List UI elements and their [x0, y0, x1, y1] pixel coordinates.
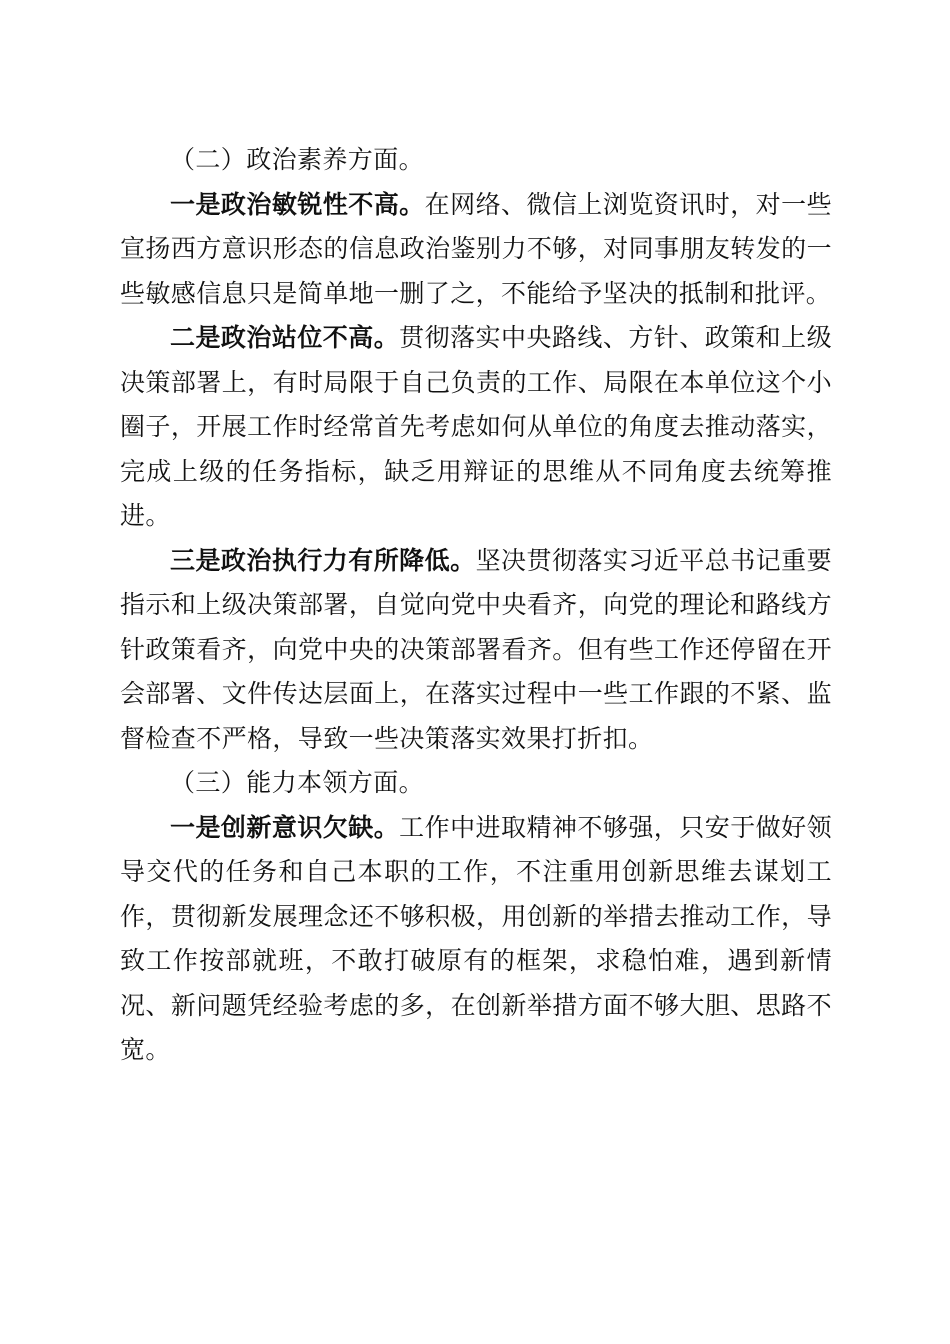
paragraph-lead: 一是政治敏锐性不高。 — [170, 189, 425, 219]
paragraph-political-sensitivity — [120, 183, 832, 317]
paragraph-political-stance — [120, 316, 832, 539]
paragraph-innovation-awareness — [120, 806, 832, 1073]
paragraph-lead: 三是政治执行力有所降低。 — [170, 545, 476, 575]
document-body — [120, 138, 832, 1073]
paragraph-body: 贯彻落实中央路线、方针、政策和上级决策部署上，有时局限于自己负责的工作、局限在本单位这个小圈子，开展工作时经常首先考虑如何从单位的角度去推动落实，完成上级的任务指标，缺乏用辩证的思维从不同角度去统筹推进。 — [120, 323, 832, 530]
paragraph-lead: 一是创新意识欠缺。 — [170, 812, 400, 842]
paragraph-political-execution — [120, 539, 832, 762]
paragraph-body: 坚决贯彻落实习近平总书记重要指示和上级决策部署，自觉向党中央看齐，向党的理论和路线方针政策看齐，向党中央的决策部署看齐。但有些工作还停留在开会部署、文件传达层面上，在落实过程中一些工作跟的不紧、监督检查不严格，导致一些决策落实效果打折扣。 — [120, 545, 832, 753]
paragraph-lead: 二是政治站位不高。 — [170, 323, 400, 352]
paragraph-body: 在网络、微信上浏览资讯时，对一些宣扬西方意识形态的信息政治鉴别力不够，对同事朋友转发的一些敏感信息只是简单地一删了之，不能给予坚决的抵制和批评。 — [120, 189, 832, 308]
section-heading-political-literacy: （二）政治素养方面。 — [170, 145, 425, 174]
section-heading-ability: （三）能力本领方面。 — [170, 768, 425, 797]
paragraph-body: 工作中进取精神不够强，只安于做好领导交代的任务和自己本职的工作，不注重用创新思维去谋划工作，贯彻新发展理念还不够积极，用创新的举措去推动工作，导致工作按部就班，不敢打破原有的框架，求稳怕难，遇到新情况、新问题凭经验考虑的多，在创新举措方面不够大胆、思路不宽。 — [120, 812, 832, 1064]
